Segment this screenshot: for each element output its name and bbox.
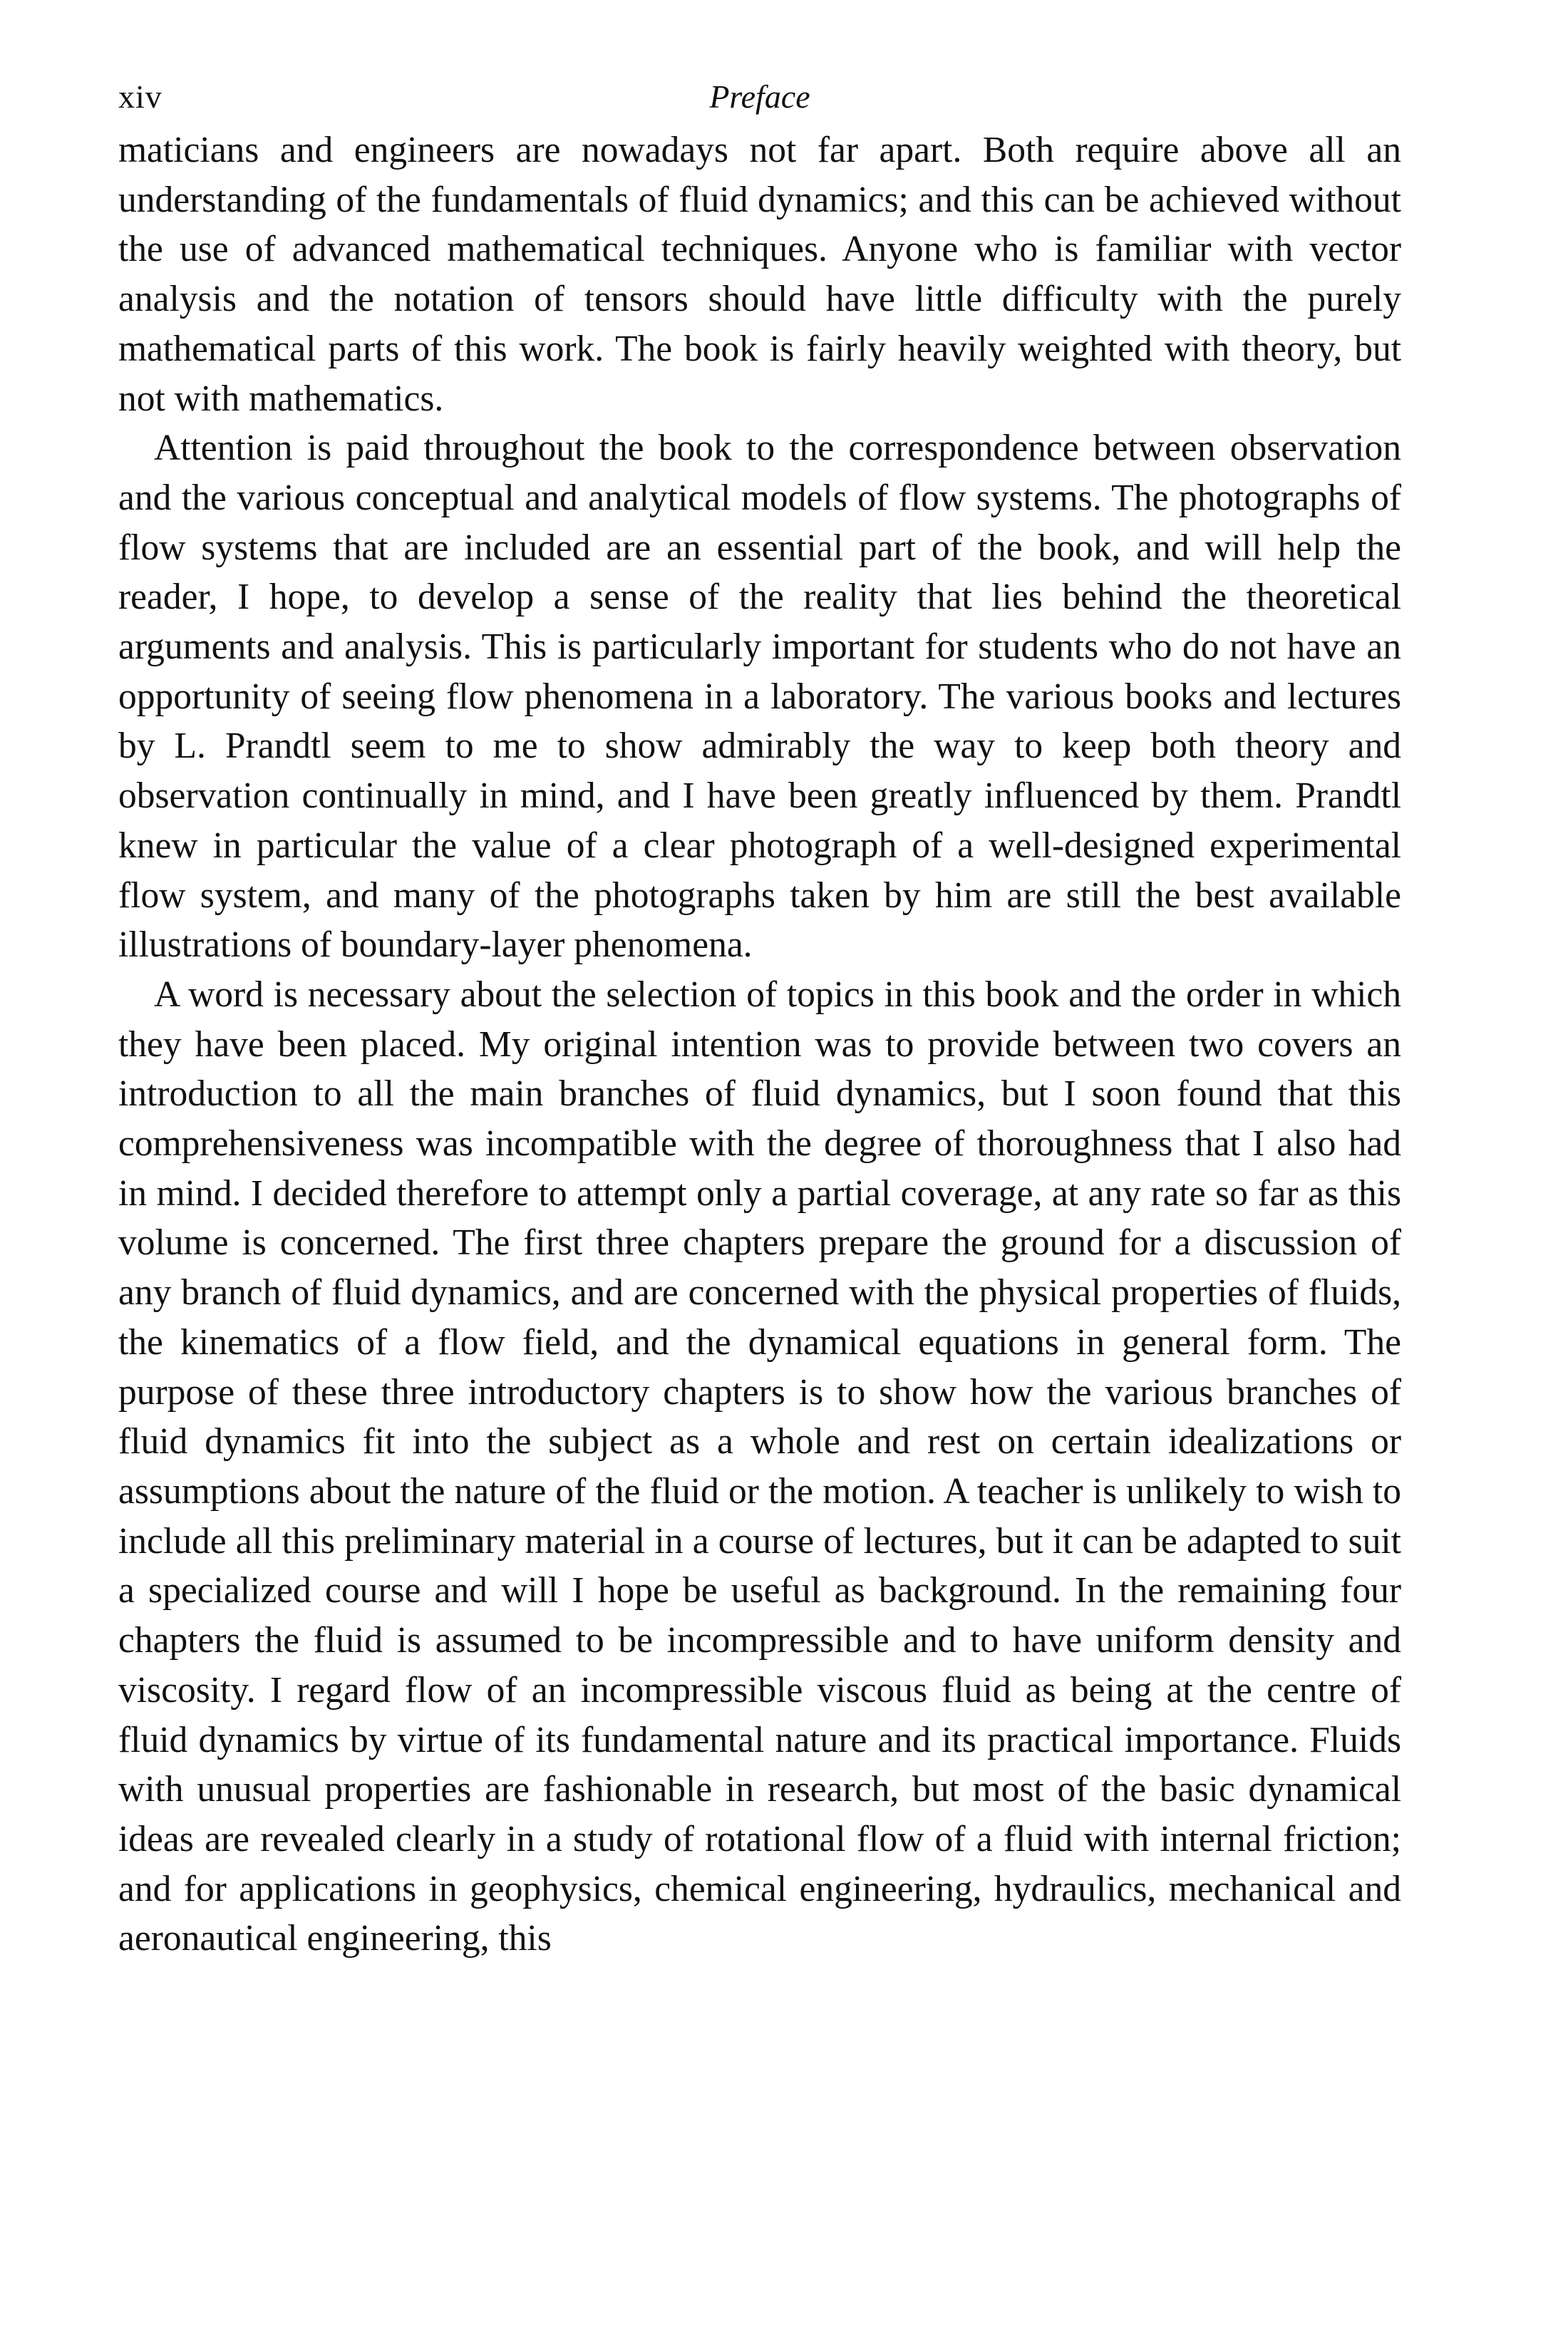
body-text bbox=[118, 125, 1401, 1964]
paragraph-topics: A word is necessary about the selection of topics in this book and the order in which they have been placed. My original intention was to provide between two covers an introduction to all the main branches of fluid dynamics, but I soon found that this comprehensiveness was incompatible with the degree of thoroughness that I also had in mind. I decided therefore to attempt only a partial coverage, at any rate so far as this volume is concerned. The first three chapters prepare the ground for a discussion of any branch of fluid dynamics, and are concerned with the physical properties of fluids, the kinematics of a flow field, and the dynamical equations in general form. The purpose of these three introductory chapters is to show how the various branches of fluid dynamics fit into the subject as a whole and rest on certain idealizations or assumptions about the nature of the fluid or the motion. A teacher is unlikely to wish to include all this preliminary material in a course of lectures, but it can be adapted to suit a specialized course and will I hope be useful as background. In the remaining four chapters the fluid is assumed to be incompressible and to have uniform density and viscosity. I regard flow of an incompressible viscous fluid as being at the centre of fluid dynamics by virtue of its fundamental nature and its practical importance. Fluids with unusual properties are fashionable in research, but most of the basic dynamical ideas are revealed clearly in a study of rotational flow of a fluid with internal friction; and for applications in geophysics, chemical engineering, hydraulics, mechanical and aeronautical engineering, this bbox=[118, 974, 1401, 1959]
running-head bbox=[118, 68, 1401, 125]
running-title: Preface bbox=[709, 78, 810, 115]
paragraph-continued: maticians and engineers are nowadays not far apart. Both require above all an understanding of the fundamentals of fluid dynamics; and this can be achieved without the use of advanced mathematical techniques. Anyone who is familiar with vector analysis and the notation of tensors should have little difficulty with the purely mathematical parts of this work. The book is fairly heavily weighted with theory, but not with mathematics. bbox=[118, 130, 1401, 419]
paragraph-observation: Attention is paid throughout the book to the correspondence between observation and the various conceptual and analytical models of flow systems. The photographs of flow systems that are included are an essential part of the book, and will help the reader, I hope, to develop a sense of the reality that lies behind the theoretical arguments and analysis. This is particularly important for students who do not have an opportunity of seeing flow phenomena in a laboratory. The various books and lectures by L. Prandtl seem to me to show admirably the way to keep both theory and observation continually in mind, and I have been greatly influenced by them. Prandtl knew in particular the value of a clear photograph of a well-designed experimental flow system, and many of the photographs taken by him are still the best available illustrations of boundary-layer phenomena. bbox=[118, 428, 1401, 966]
book-page bbox=[118, 68, 1401, 1964]
page-number: xiv bbox=[118, 78, 163, 115]
